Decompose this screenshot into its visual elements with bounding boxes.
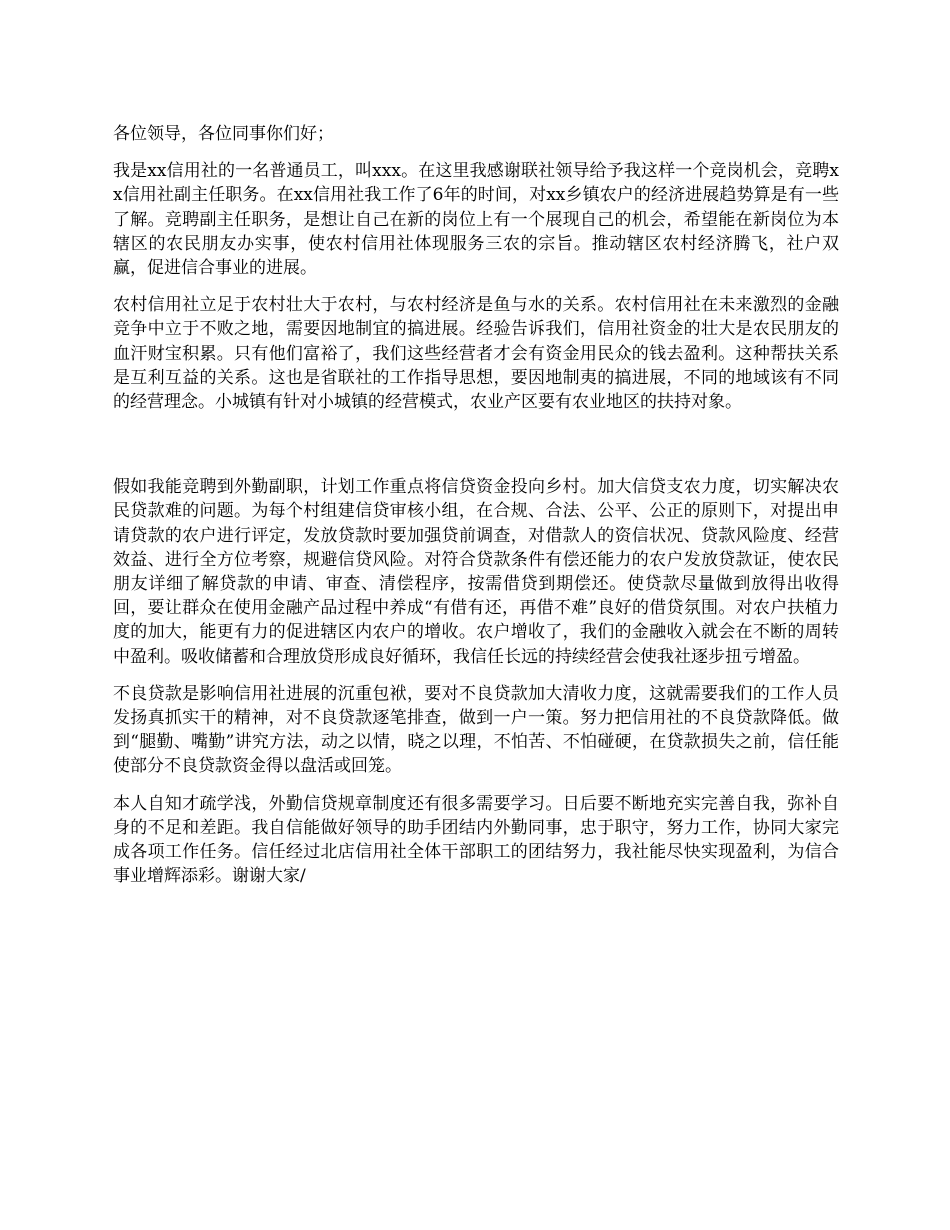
greeting-paragraph: 各位领导，各位同事你们好； (113, 124, 334, 144)
bad-loans-paragraph: 不良贷款是影响信用社进展的沉重包袱，要对不良贷款加大清收力度，这就需要我们的工作人员发扬真抓实干的精神，对不良贷款逐笔排查，做到一户一策。努力把信用社的不良贷款降低。做到“腿勤、嘴勤”讲究方法，动之以情，晓之以理，不怕苦、不怕碰硬，在贷款损失之前，信任能使部分不良贷款资金得以盘活或回笼。 (113, 683, 839, 777)
work-plan-paragraph: 假如我能竞聘到外勤副职，计划工作重点将信贷资金投向乡村。加大信贷支农力度，切实解决农民贷款难的问题。为每个村组建信贷审核小组，在合规、合法、公平、公正的原则下，对提出申请贷款的农户进行评定，发放贷款时要加强贷前调查，对借款人的资信状况、贷款风险度、经营效益、进行全方位考察，规避信贷风险。对符合贷款条件有偿还能力的农户发放贷款证，使农民朋友详细了解贷款的申请、审查、清偿程序，按需借贷到期偿还。使贷款尽量做到放得出收得回，要让群众在使用金融产品过程中养成“有借有还，再借不难”良好的借贷氛围。对农户扶植力度的加大，能更有力的促进辖区内农户的增收。农户增收了，我们的金融收入就会在不断的周转中盈利。吸收储蓄和合理放贷形成良好循环，我信任长远的持续经营会使我社逐步扭亏增盈。 (113, 477, 839, 667)
introduction-paragraph: 我是xx信用社的一名普通员工，叫xxx。在这里我感谢联社领导给予我这样一个竞岗机会，竞聘xx信用社副主任职务。在xx信用社我工作了6年的时间，对xx乡镇农户的经济进展趋势算是有一些了解。竞聘副主任职务，是想让自己在新的岗位上有一个展现自己的机会，希望能在新岗位为本辖区的农民朋友办实事，使农村信用社体现服务三农的宗旨。推动辖区农村经济腾飞，社户双赢，促进信合事业的进展。 (113, 161, 839, 279)
document-body (113, 122, 839, 901)
rural-credit-paragraph: 农村信用社立足于农村壮大于农村，与农村经济是鱼与水的关系。农村信用社在未来激烈的金融竞争中立于不败之地，需要因地制宜的搞进展。经验告诉我们，信用社资金的壮大是农民朋友的血汗财宝积累。只有他们富裕了，我们这些经营者才会有资金用民众的钱去盈利。这种帮扶关系是互利互益的关系。这也是省联社的工作指导思想，要因地制夷的搞进展，不同的地域该有不同的经营理念。小城镇有针对小城镇的经营模式，农业产区要有农业地区的扶持对象。 (113, 295, 839, 413)
closing-paragraph: 本人自知才疏学浅，外勤信贷规章制度还有很多需要学习。日后要不断地充实完善自我，弥补自身的不足和差距。我自信能做好领导的助手团结内外勤同事，忠于职守，努力工作，协同大家完成各项工作任务。信任经过北店信用社全体干部职工的团结努力，我社能尽快实现盈利，为信合事业增辉添彩。谢谢大家/ (113, 793, 839, 887)
